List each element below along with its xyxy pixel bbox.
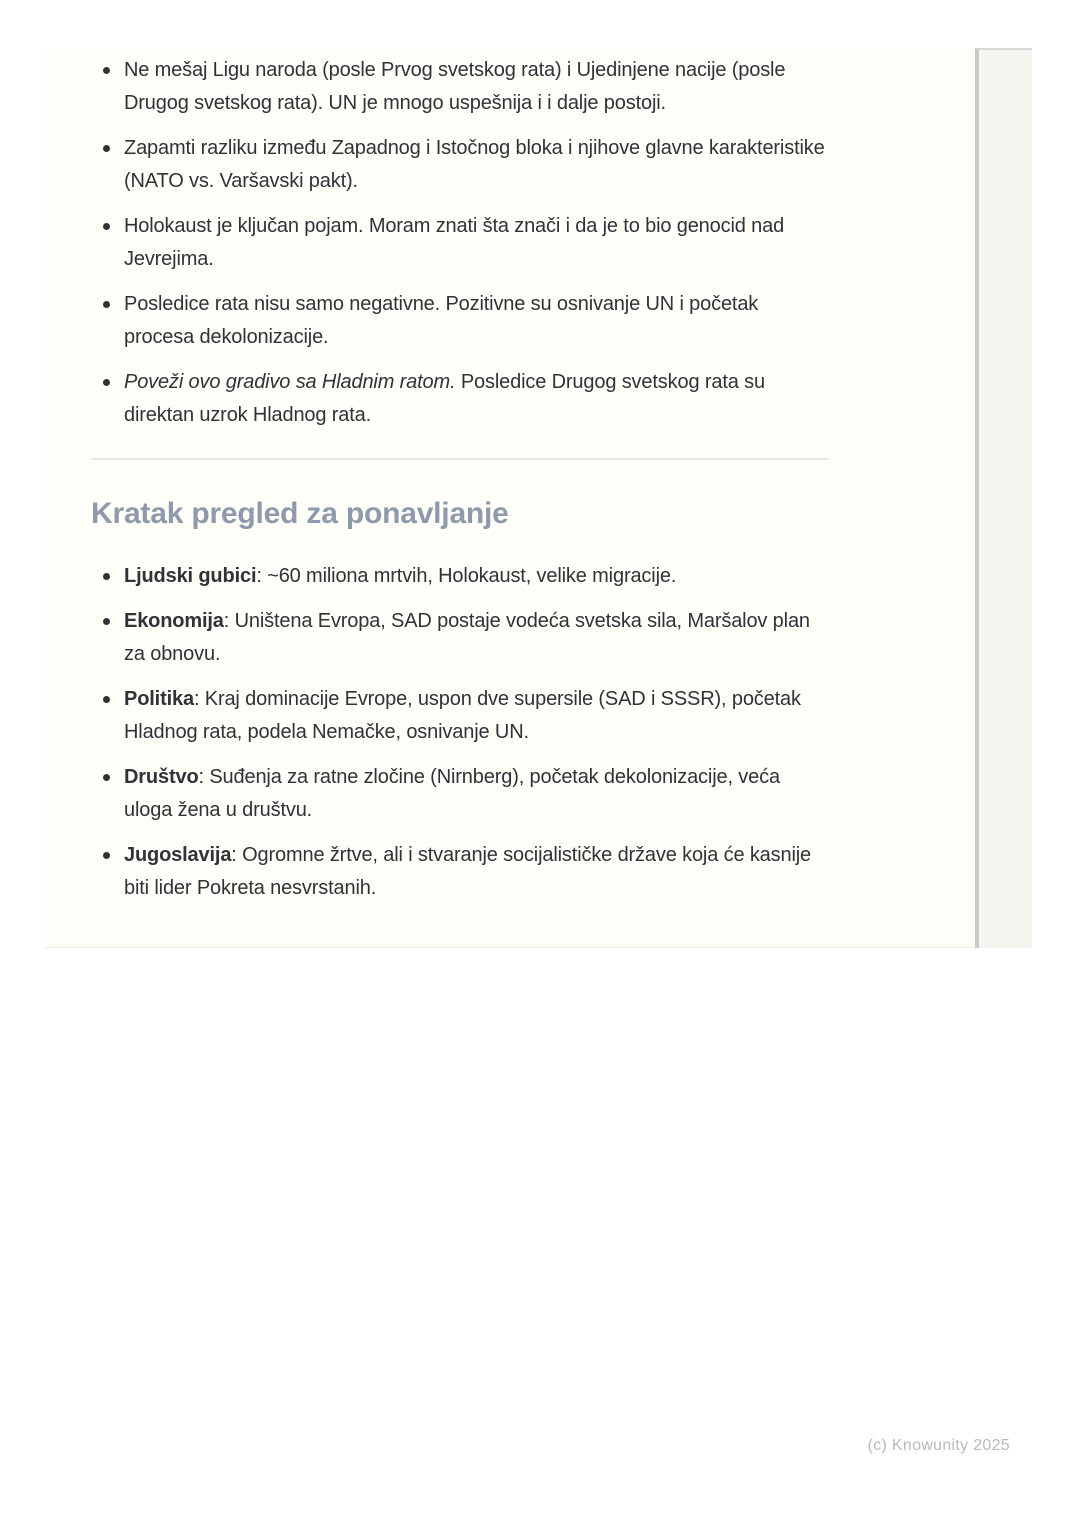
next-page-edge xyxy=(975,48,1032,948)
list-item xyxy=(91,605,831,671)
list-item xyxy=(91,560,831,593)
list-item-text: : Ogromne žrtve, ali i stvaranje socijalističke države koja će kasnije biti lider Pokreta nesvrstanih. xyxy=(124,844,812,899)
copyright-notice: (c) Knowunity 2025 xyxy=(867,1437,1010,1454)
list-item-term: Jugoslavija xyxy=(124,844,232,866)
list-item-text: Posledice Drugog svetskog rata su direktan uzrok Hladnog rata. xyxy=(124,371,765,426)
section-heading: Kratak pregled za ponavljanje xyxy=(91,497,509,530)
list-item-term: Društvo xyxy=(124,766,199,788)
list-item-italic-lead: Poveži ovo gradivo sa Hladnim ratom. xyxy=(124,371,456,393)
list-item-term: Ekonomija xyxy=(124,610,224,632)
section-divider xyxy=(91,458,829,460)
list-item-text: Holokaust je ključan pojam. Moram znati šta znači i da je to bio genocid nad Jevrejima. xyxy=(124,215,785,270)
list-item-text: Zapamti razliku između Zapadnog i Istočnog bloka i njihove glavne karakteristike (NATO vs. Varšavski pakt). xyxy=(124,137,825,192)
list-item xyxy=(91,132,831,198)
list-item-term: Politika xyxy=(124,688,194,710)
list-item-text: : ~60 miliona mrtvih, Holokaust, velike migracije. xyxy=(256,565,677,587)
review-list xyxy=(91,560,831,905)
list-item xyxy=(91,839,831,905)
list-item xyxy=(91,366,831,432)
list-item-text: : Kraj dominacije Evrope, uspon dve supersile (SAD i SSSR), početak Hladnog rata, podela Nemačke, osnivanje UN. xyxy=(124,688,801,743)
list-item xyxy=(91,761,831,827)
document-content xyxy=(91,48,831,905)
list-item-term: Ljudski gubici xyxy=(124,565,257,587)
list-item xyxy=(91,288,831,354)
list-item-text: : Suđenja za ratne zločine (Nirnberg), početak dekolonizacije, veća uloga žena u društvu. xyxy=(124,766,780,821)
list-item xyxy=(91,683,831,749)
document-page xyxy=(45,48,975,948)
list-item-text: Posledice rata nisu samo negativne. Pozitivne su osnivanje UN i početak procesa dekolonizacije. xyxy=(124,293,759,348)
list-item-text: Ne mešaj Ligu naroda (posle Prvog svetskog rata) i Ujedinjene nacije (posle Drugog svetskog rata). UN je mnogo uspešnija i i dalje postoji. xyxy=(124,59,786,114)
list-item xyxy=(91,54,831,120)
notes-list xyxy=(91,54,831,432)
list-item-text: : Uništena Evropa, SAD postaje vodeća svetska sila, Maršalov plan za obnovu. xyxy=(124,610,810,665)
list-item xyxy=(91,210,831,276)
